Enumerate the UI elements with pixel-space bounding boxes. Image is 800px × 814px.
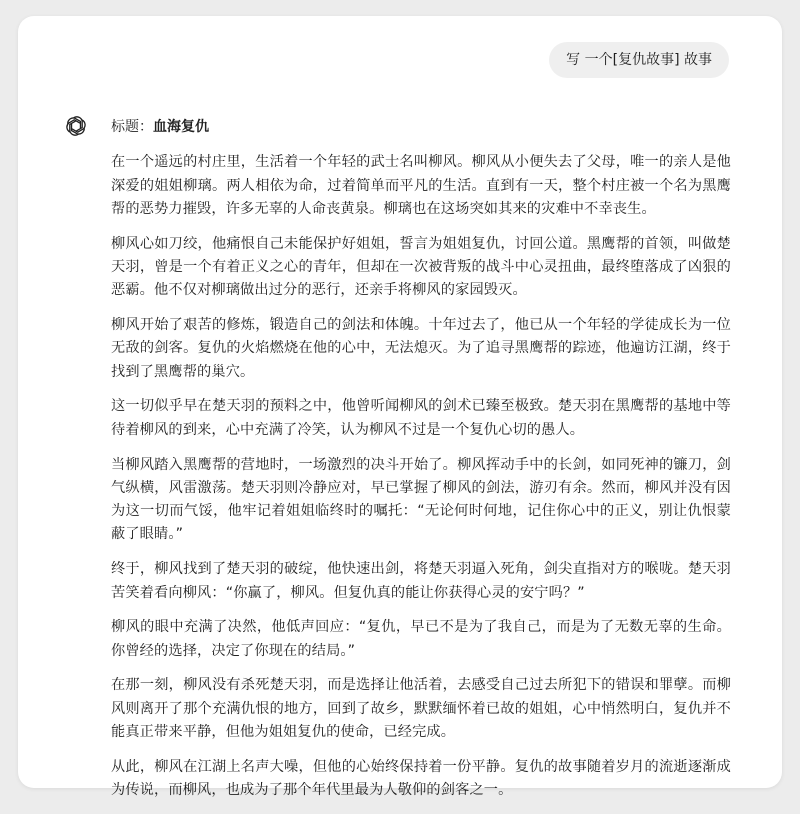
story-title: 血海复仇: [153, 119, 209, 135]
story-paragraph: 柳风开始了艰苦的修炼，锻造自己的剑法和体魄。十年过去了，他已从一个年轻的学徒成长为一位无敌的剑客。复仇的火焰燃烧在他的心中，无法熄灭。为了追寻黑鹰帮的踪迹，他遍访江湖，终于找到了黑鹰帮的巢穴。: [111, 317, 731, 380]
user-message-bubble: [549, 42, 729, 78]
story-paragraph: 当柳风踏入黑鹰帮的营地时，一场激烈的决斗开始了。柳风挥动手中的长剑，如同死神的镰刀，剑气纵横，风雷激荡。楚天羽则冷静应对，早已掌握了柳风的剑法，游刃有余。然而，柳风并没有因为这一切而气馁，他牢记着姐姐临终时的嘱托：“无论何时何地，记住你心中的正义，别让仇恨蒙蔽了眼睛。”: [111, 456, 731, 543]
story-paragraph: 柳风心如刀绞，他痛恨自己未能保护好姐姐，誓言为姐姐复仇，讨回公道。黑鹰帮的首领，叫做楚天羽，曾是一个有着正义之心的青年，但却在一次被背叛的战斗中心灵扭曲，最终堕落成了凶狠的恶霸。他不仅对柳璃做出过分的恶行，还亲手将柳风的家园毁灭。: [111, 235, 731, 299]
openai-logo-icon: [64, 114, 88, 138]
assistant-message-content: [111, 114, 731, 814]
story-paragraph: 从此，柳风在江湖上名声大噪，但他的心始终保持着一份平静。复仇的故事随着岁月的流逝逐渐成为传说，而柳风，也成为了那个年代里最为人敬仰的剑客之一。: [111, 758, 731, 799]
story-paragraph: 柳风的眼中充满了决然，他低声回应：“复仇，早已不是为了我自己，而是为了无数无辜的生命。你曾经的选择，决定了你现在的结局。”: [111, 619, 731, 659]
chat-window: [18, 16, 782, 799]
story-title-label: 标题：: [111, 119, 153, 135]
story-paragraph: 在那一刻，柳风没有杀死楚天羽，而是选择让他活着，去感受自己过去所犯下的错误和罪孽。而柳风则离开了那个充满仇恨的地方，回到了故乡，默默缅怀着已故的姐姐，心中悄然明白，复仇并不能真正带来平静，但他为姐姐复仇的使命，已经完成。: [111, 677, 731, 741]
story-paragraph: 这一切似乎早在楚天羽的预料之中，他曾听闻柳风的剑术已臻至极致。楚天羽在黑鹰帮的基地中等待着柳风的到来，心中充满了冷笑，认为柳风不过是一个复仇心切的愚人。: [111, 398, 731, 438]
story-title-line: [111, 116, 731, 139]
story-paragraph: 终于，柳风找到了楚天羽的破绽，他快速出剑，将楚天羽逼入死角，剑尖直指对方的喉咙。楚天羽苦笑着看向柳风：“你赢了，柳风。但复仇真的能让你获得心灵的安宁吗？”: [111, 561, 731, 601]
story-paragraph: 在一个遥远的村庄里，生活着一个年轻的武士名叫柳风。柳风从小便失去了父母，唯一的亲人是他深爱的姐姐柳璃。两人相依为命，过着简单而平凡的生活。直到有一天，整个村庄被一个名为黑鹰帮的恶势力摧毁，许多无辜的人命丧黄泉。柳璃也在这场突如其来的灾难中不幸丧生。: [111, 154, 731, 217]
user-message-text: 写 一个[复仇故事] 故事: [566, 52, 712, 68]
